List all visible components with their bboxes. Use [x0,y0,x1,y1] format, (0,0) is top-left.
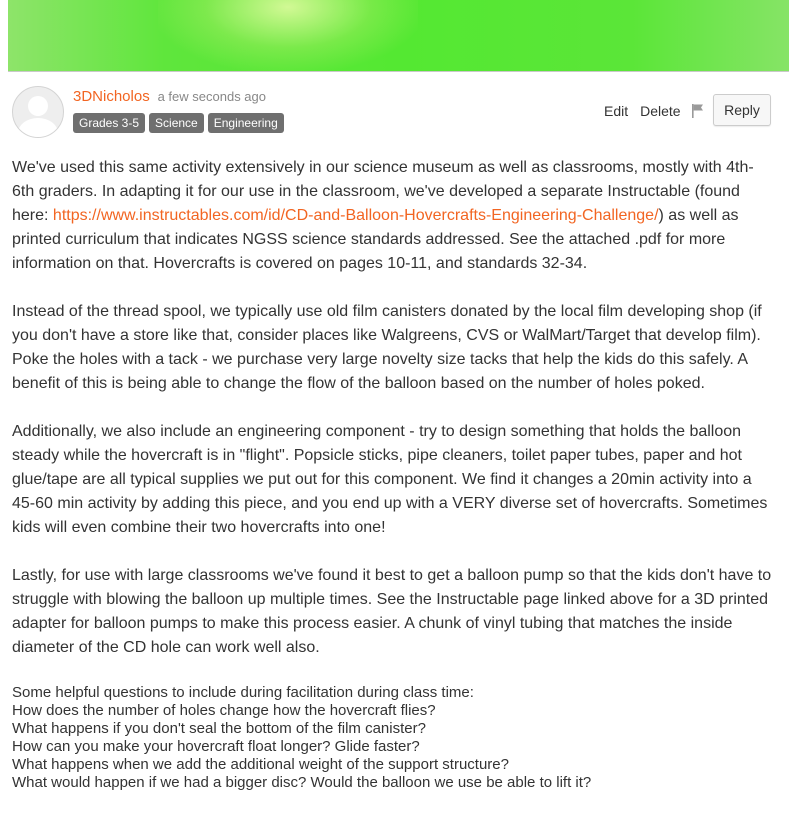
tag-engineering[interactable]: Engineering [208,113,284,133]
comment-actions [604,103,705,119]
question-item: What happens when we add the additional weight of the support structure? [12,756,509,773]
comment-meta [73,88,266,105]
delete-link[interactable]: Delete [640,103,681,119]
paragraph-1 [12,156,772,276]
instructable-link[interactable]: https://www.instructables.com/id/CD-and-Balloon-Hovercrafts-Engineering-Challenge/ [52,207,659,224]
question-item: What happens if you don't seal the bottom of the film canister? [12,720,426,737]
questions-intro: Some helpful questions to include during facilitation during class time: [12,684,474,701]
edit-link[interactable]: Edit [604,103,629,119]
paragraph-3: Additionally, we also include an engineering component - try to design something that holds the balloon steady while the hovercraft is in "flight". Popsicle sticks, pipe cleaners, toilet paper tubes, paper and hot glue/tape are all typical supplies we put out for this component. We find it changes a 20min activity into a 45-60 min activity by adding this piece, and you end up with a VERY diverse set of hovercrafts. Sometimes kids will even combine their two hovercrafts into one! [12,423,768,536]
tag-grades[interactable]: Grades 3-5 [73,113,145,133]
author-link[interactable]: 3DNicholos [73,88,150,105]
avatar-head [28,96,48,116]
question-item: How does the number of holes change how the hovercraft flies? [12,702,436,719]
tag-science[interactable]: Science [149,113,204,133]
comment-body [12,156,772,792]
paragraph-1-after-link: ) as well as printed curriculum that indicates NGSS science standards addressed. See the attached .pdf for more information on that. Hovercrafts is covered on pages 10-11, and standards 32-34. [12,207,739,272]
avatar[interactable] [12,86,64,138]
tag-list [73,113,284,133]
paragraph-2: Instead of the thread spool, we typically use old film canisters donated by the local film developing shop (if you don't have a store like that, consider places like Walgreens, CVS or WalMart/Target that develop film). Poke the holes with a tack - we purchase very large novelty size tacks that help the kids do this safely. A benefit of this is being able to change the flow of the balloon based on the number of holes poked. [12,303,762,392]
banner-highlight [158,0,418,71]
reply-button[interactable]: Reply [713,94,771,126]
question-item: What would happen if we had a bigger disc? Would the balloon we use be able to lift it? [12,774,592,791]
project-image-banner [8,0,789,72]
paragraph-4: Lastly, for use with large classrooms we've found it best to get a balloon pump so that the kids don't have to struggle with blowing the balloon up multiple times. See the Instructable page linked above for a 3D printed adapter for balloon pumps to make this process easier. A chunk of vinyl tubing that matches the inside diameter of the CD hole can work well also. [12,567,772,656]
question-list [12,684,772,792]
avatar-body [18,118,58,138]
paragraph-1-before-link: We've used this same activity extensively in our science museum as well as classrooms, mostly with 4th-6th graders. In adapting it for our use in the classroom, we've developed a separate Instructable (found here: [12,159,754,224]
flag-icon[interactable] [691,103,705,119]
question-item: How can you make your hovercraft float longer? Glide faster? [12,738,420,755]
timestamp: a few seconds ago [157,89,266,104]
